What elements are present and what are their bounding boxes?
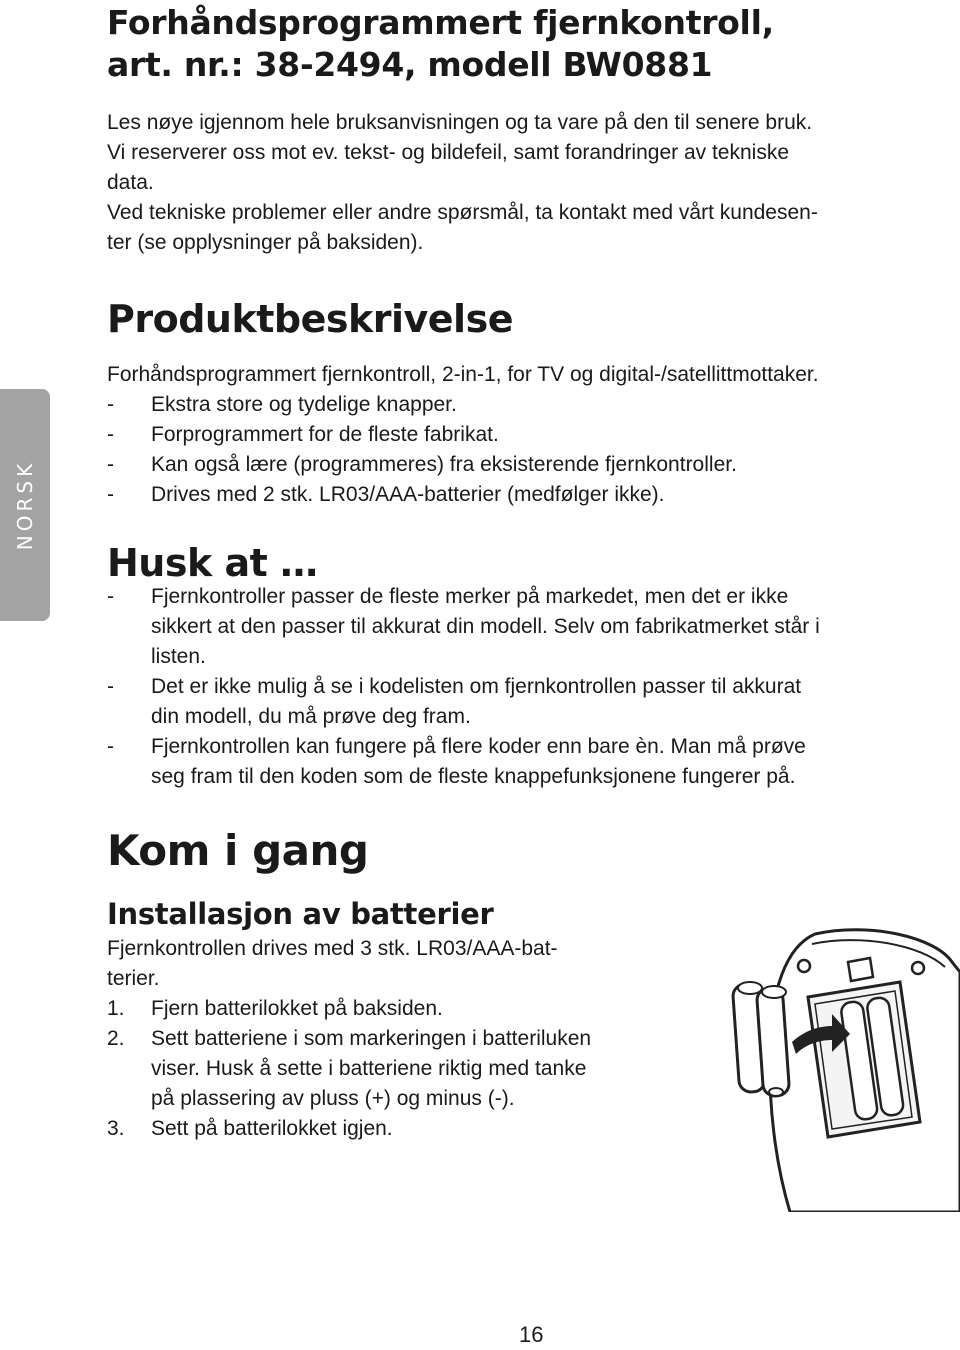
- step-item: [107, 1024, 591, 1114]
- list-item-text: Kan også lære (programmeres) fra eksisterende fjernkontroller.: [151, 453, 737, 476]
- intro-line: Vi reserverer oss mot ev. tekst- og bildefeil, samt forandringer av tekniske: [107, 141, 790, 164]
- list-item: [107, 390, 737, 420]
- step-number: 3.: [107, 1117, 125, 1140]
- step-line: Fjern batterilokket på baksiden.: [151, 997, 443, 1020]
- remote-battery-insert-illustration: [720, 922, 960, 1212]
- page-number: 16: [519, 1322, 544, 1347]
- step-item: [107, 1114, 591, 1144]
- battery-steps-list: [107, 994, 591, 1144]
- list-marker: -: [107, 735, 114, 758]
- battery-intro-line: Fjernkontrollen drives med 3 stk. LR03/AAA-bat-: [107, 937, 558, 960]
- step-line: på plassering av pluss (+) og minus (-).: [151, 1087, 515, 1110]
- list-item-line: din modell, du må prøve deg fram.: [151, 705, 471, 728]
- list-item: [107, 672, 820, 732]
- battery-intro: [107, 934, 558, 994]
- section-heading-produktbeskrivelse: Produktbeskrivelse: [107, 297, 513, 341]
- list-item-line: Fjernkontroller passer de fleste merker på markedet, men det er ikke: [151, 585, 789, 608]
- list-marker: -: [107, 483, 114, 506]
- list-item: [107, 582, 820, 672]
- product-lead: Forhåndsprogrammert fjernkontroll, 2-in-1, for TV og digital-/satellittmottaker.: [107, 363, 819, 386]
- list-marker: -: [107, 453, 114, 476]
- notice-list: [107, 582, 820, 792]
- step-line: viser. Husk å sette i batteriene riktig med tanke: [151, 1057, 587, 1080]
- list-item-text: Ekstra store og tydelige knapper.: [151, 393, 457, 416]
- intro-line: data.: [107, 171, 154, 194]
- intro-line: Les nøye igjennom hele bruksanvisningen og ta vare på den til senere bruk.: [107, 111, 813, 134]
- title-line-1: Forhåndsprogrammert fjernkontroll,: [107, 3, 774, 42]
- intro-line: ter (se opplysninger på baksiden).: [107, 231, 424, 254]
- language-side-tab: [0, 389, 50, 621]
- list-item: [107, 480, 737, 510]
- list-item-line: seg fram til den koden som de fleste knappefunksjonene fungerer på.: [151, 765, 796, 788]
- section-heading-kom-i-gang: Kom i gang: [107, 826, 369, 875]
- list-marker: -: [107, 423, 114, 446]
- list-item-line: listen.: [151, 645, 206, 668]
- list-item-line: sikkert at den passer til akkurat din modell. Selv om fabrikatmerket står i: [151, 615, 820, 638]
- list-item: [107, 450, 737, 480]
- list-marker: -: [107, 675, 114, 698]
- document-title: [107, 2, 774, 86]
- intro-paragraph: [107, 108, 818, 258]
- step-line: Sett på batterilokket igjen.: [151, 1117, 393, 1140]
- battery-intro-line: terier.: [107, 967, 160, 990]
- title-line-2: art. nr.: 38-2494, modell BW0881: [107, 45, 713, 84]
- step-number: 1.: [107, 997, 125, 1020]
- list-marker: -: [107, 585, 114, 608]
- step-item: [107, 994, 591, 1024]
- list-item-text: Forprogrammert for de fleste fabrikat.: [151, 423, 499, 446]
- list-item: [107, 420, 737, 450]
- list-marker: -: [107, 393, 114, 416]
- list-item: [107, 732, 820, 792]
- list-item-line: Det er ikke mulig å se i kodelisten om fjernkontrollen passer til akkurat: [151, 675, 802, 698]
- list-item-text: Drives med 2 stk. LR03/AAA-batterier (medfølger ikke).: [151, 483, 665, 506]
- intro-line: Ved tekniske problemer eller andre spørsmål, ta kontakt med vårt kundesen-: [107, 201, 818, 224]
- section-heading-husk-at: Husk at …: [107, 541, 318, 585]
- list-item-line: Fjernkontrollen kan fungere på flere koder enn bare èn. Man må prøve: [151, 735, 806, 758]
- language-label: NORSK: [13, 459, 37, 551]
- product-feature-list: [107, 390, 737, 510]
- step-line: Sett batteriene i som markeringen i batteriluken: [151, 1027, 592, 1050]
- subheading-installasjon: Installasjon av batterier: [107, 897, 494, 931]
- step-number: 2.: [107, 1027, 125, 1050]
